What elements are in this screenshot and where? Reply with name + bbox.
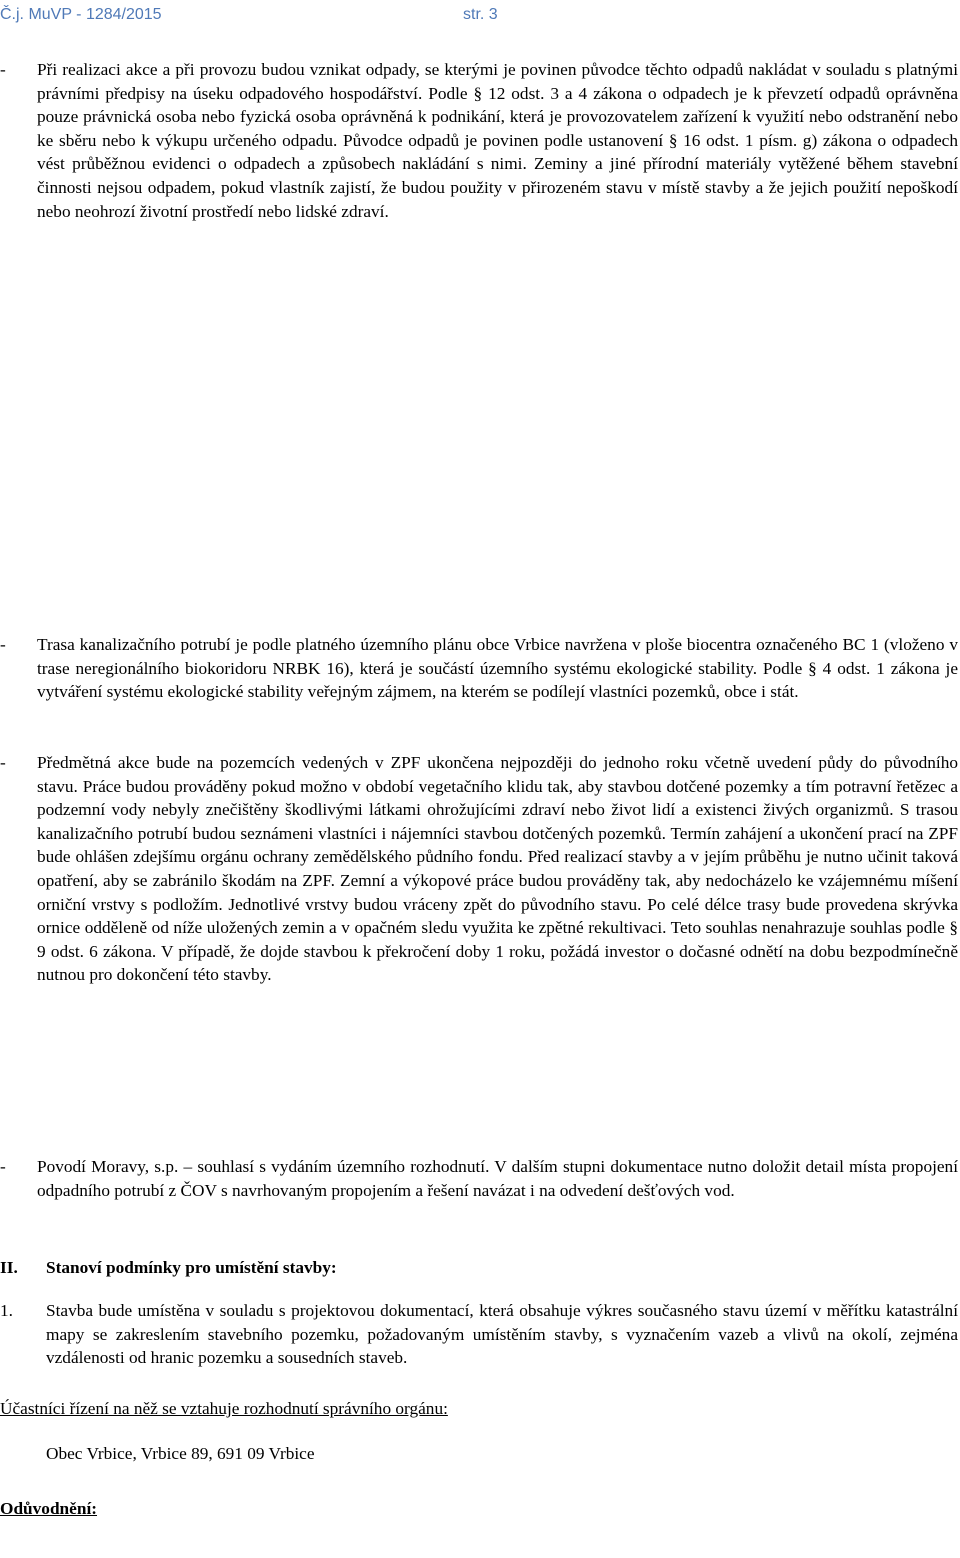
bullet-dash: - bbox=[0, 753, 6, 772]
condition-sewer-route bbox=[0, 633, 958, 704]
section-number: II. bbox=[0, 1258, 18, 1277]
bullet-text: Povodí Moravy, s.p. – souhlasí s vydáním územního rozhodnutí. V dalším stupni dokumentace nutno doložit detail místa propojení odpadního potrubí z ČOV s navrhovaným propojením a řešení navázat i na odvedení dešťových vod. bbox=[37, 1157, 958, 1200]
bullet-dash: - bbox=[0, 60, 6, 79]
participants-heading: Účastníci řízení na něž se vztahuje rozhodnutí správního orgánu: bbox=[0, 1399, 448, 1418]
numbered-condition bbox=[0, 1299, 958, 1370]
bullet-text: Trasa kanalizačního potrubí je podle platného územního plánu obce Vrbice navržena v ploše biocentra označeného BC 1 (vloženo v trase neregionálního biokoridoru NRBK 16), která je součástí územního systému ekologické stability. Podle § 4 odst. 1 zákona je vytváření systému ekologické stability veřejným zájmem, na kterém se podílejí vlastníci pozemků, obce i stát. bbox=[37, 635, 958, 702]
bullet-text: Předmětná akce bude na pozemcích vedených v ZPF ukončena nejpozději do jednoho roku včetně uvedení půdy do původního stavu. Práce budou prováděny pokud možno v období vegetačního klidu tak, aby stavbou dotčené pozemky a tím potravní řetězec a podzemní vody nebyly znečištěny škodlivými látkami ohrožujícími zdraví nebo život lidí a existenci živých organizmů. S trasou kanalizačního potrubí budou seznámeni vlastníci i nájemníci stavbou dotčených pozemků. Termín zahájení a ukončení prací na ZPF bude ohlášen zdejšímu orgánu ochrany zemědělského půdního fondu. Před realizací stavby a v jejím průběhu je nutno učinit taková opatření, aby se zabránilo škodám na ZPF. Zemní a výkopové práce budou prováděny tak, aby nedocházelo ke vzájemnému míšení orniční vrstvy s podložím. Jednotlivé vrstvy budou vráceny zpět do původního stavu. Po celé délce trasy bude provedena skrývka ornice odděleně od níže uložených zemin a v opačném sledu využita ke zpětné rekultivaci. Teto souhlas nenahrazuje souhlas podle § 9 odst. 6 zákona. V případě, že dojde stavbou k překročení doby 1 roku, požádá investor o dočasné odnětí na dobu bezpodmínečně nutnou pro dokončení této stavby. bbox=[37, 753, 958, 985]
participant-entry: Obec Vrbice, Vrbice 89, 691 09 Vrbice bbox=[46, 1444, 315, 1463]
reasoning-heading-wrap bbox=[0, 1497, 958, 1521]
reasoning-heading: Odůvodnění: bbox=[0, 1499, 98, 1518]
section-title: Stanoví podmínky pro umístění stavby: bbox=[46, 1258, 337, 1277]
participants-section bbox=[0, 1397, 958, 1421]
condition-number: 1. bbox=[0, 1301, 13, 1320]
condition-text: Stavba bude umístěna v souladu s projektovou dokumentací, která obsahuje výkres současného stavu území v měřítku katastrální mapy se zakreslením stavebního pozemku, požadovaným umístěním stavby, s vyznačením vazeb a vlivů na okolí, zejména vzdálenosti od hranic pozemku a sousedních staveb. bbox=[46, 1301, 958, 1368]
condition-waste bbox=[0, 58, 958, 223]
case-reference: Č.j. MuVP - 1284/2015 bbox=[0, 6, 162, 23]
condition-povodi bbox=[0, 1155, 958, 1202]
page-number: str. 3 bbox=[463, 6, 498, 23]
condition-zpf bbox=[0, 751, 958, 987]
bullet-text: Při realizaci akce a při provozu budou vznikat odpady, se kterými je povinen původce těchto odpadů nakládat v souladu s platnými právními předpisy na úseku odpadového hospodářství. Podle § 12 odst. 3 a 4 zákona o odpadech je k převzetí odpadů oprávněna pouze právnická osoba nebo fyzická osoba oprávněná k podnikání, která je provozovatelem zařízení k využití nebo odstranění nebo ke sběru nebo k výkupu určeného odpadu. Původce odpadů je povinen podle ustanovení § 16 odst. 1 písm. g) zákona o odpadech vést průběžnou evidenci o odpadech a způsobech nakládání s nimi. Zeminy a jiné přírodní materiály vytěžené během stavební činnosti nejsou odpadem, pokud vlastník zajistí, že budou použity v přirozeném stavu v místě stavby a že jejich použití nepoškodí nebo neohrozí životní prostředí nebo lidské zdraví. bbox=[37, 60, 958, 221]
bullet-dash: - bbox=[0, 635, 6, 654]
bullet-dash: - bbox=[0, 1157, 6, 1176]
